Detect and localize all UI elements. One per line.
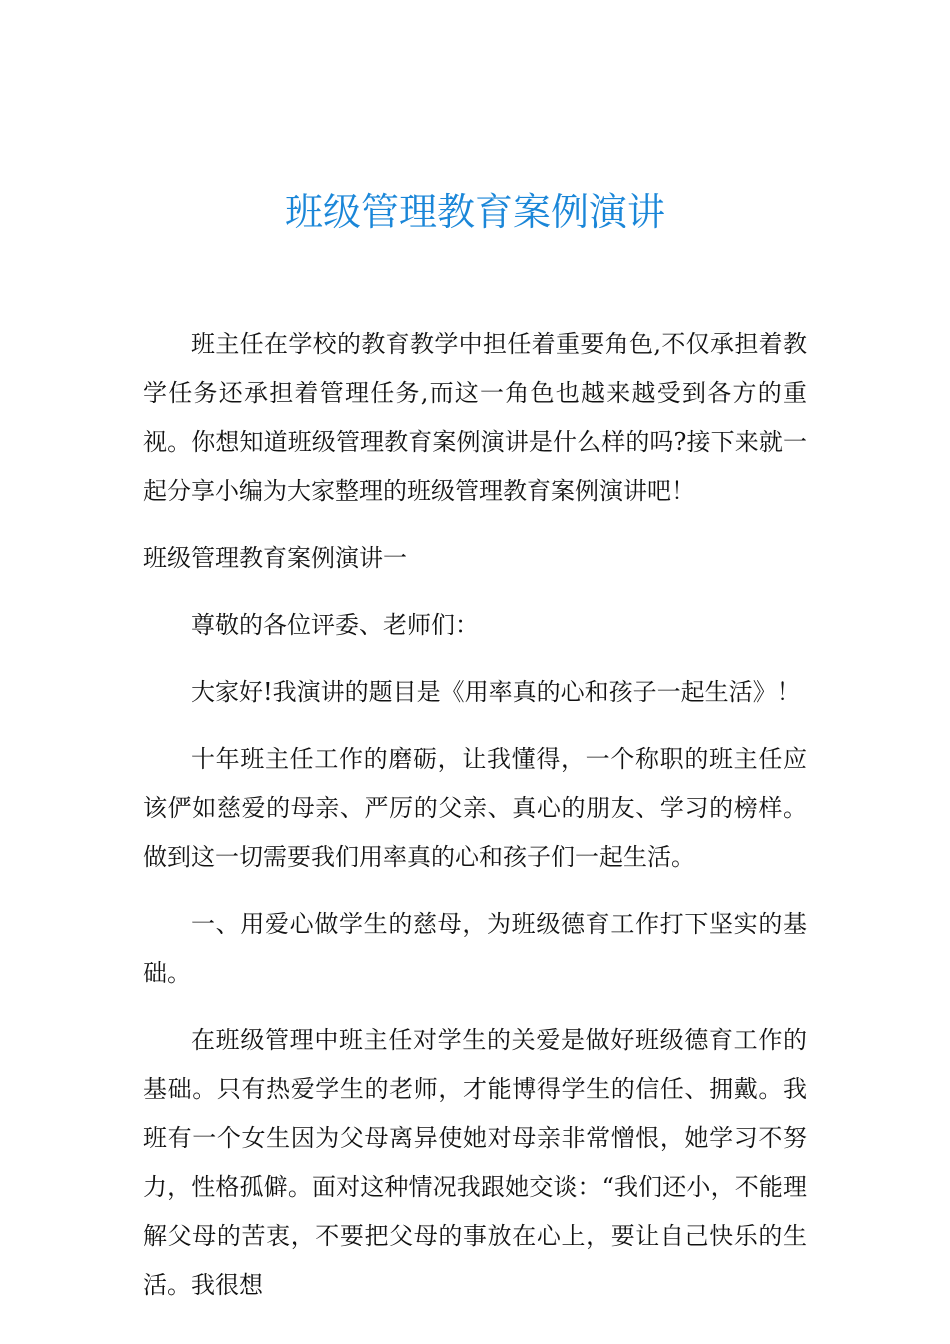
greeting-paragraph: 大家好!我演讲的题目是《用率真的心和孩子一起生活》！ <box>191 678 801 706</box>
salutation-paragraph: 尊敬的各位评委、老师们： <box>191 611 479 639</box>
document-body <box>143 320 807 1328</box>
point-heading: 一、用爱心做学生的慈母，为班级德育工作打下坚实的基础。 <box>143 910 807 987</box>
body-paragraph: 十年班主任工作的磨砺，让我懂得，一个称职的班主任应该俨如慈爱的母亲、严厉的父亲、真心的朋友、学习的榜样。做到这一切需要我们用率真的心和孩子们一起生活。 <box>143 745 807 871</box>
intro-paragraph: 班主任在学校的教育教学中担任着重要角色,不仅承担着教学任务还承担着管理任务,而这一角色也越来越受到各方的重视。你想知道班级管理教育案例演讲是什么样的吗?接下来就一起分享小编为大家整理的班级管理教育案例演讲吧！ <box>143 330 807 505</box>
body-paragraph: 在班级管理中班主任对学生的关爱是做好班级德育工作的基础。只有热爱学生的老师，才能博得学生的信任、拥戴。我班有一个女生因为父母离异使她对母亲非常憎恨，她学习不努力，性格孤僻。面对这种情况我跟她交谈：“我们还小，不能理解父母的苦衷，不要把父母的事放在心上，要让自己快乐的生活。我很想 <box>143 1026 807 1299</box>
section-heading: 班级管理教育案例演讲一 <box>143 544 407 572</box>
document-title: 班级管理教育案例演讲 <box>284 190 665 234</box>
